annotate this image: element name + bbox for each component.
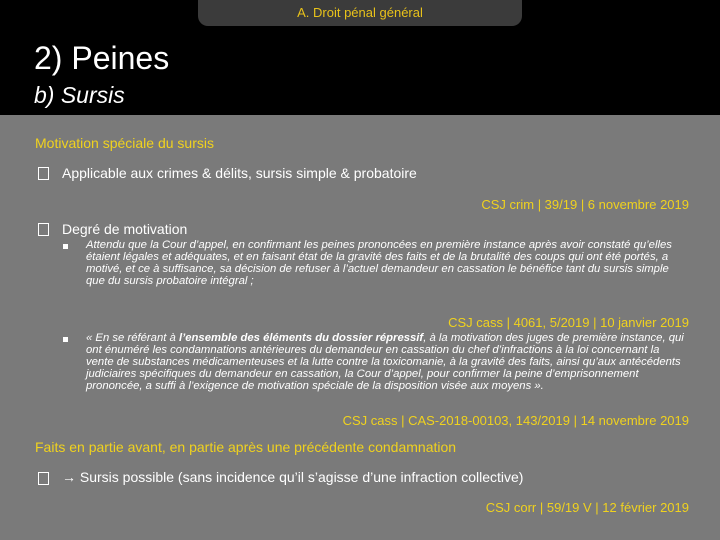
section-heading-faits: Faits en partie avant, en partie après une précédente condamnation xyxy=(35,439,457,455)
reference-crim: CSJ crim | 39/19 | 6 novembre 2019 xyxy=(481,197,689,212)
quote-reference-dossier xyxy=(86,332,684,392)
bullet-degre: Degré de motivation xyxy=(62,221,188,237)
arrow-right-icon: → xyxy=(62,469,76,485)
header-band xyxy=(0,0,720,115)
reference-corr: CSJ corr | 59/19 V | 12 février 2019 xyxy=(485,500,689,515)
page-subtitle: b) Sursis xyxy=(34,82,125,108)
bullet-sursis-text: Sursis possible (sans incidence qu’il s’agisse d’une infraction collective) xyxy=(79,469,524,485)
bullet-box-icon xyxy=(38,223,49,236)
sub-bullet-square-icon xyxy=(63,337,68,342)
bullet-box-icon xyxy=(38,472,49,485)
quote-text-bold: l’ensemble des éléments du dossier répressif xyxy=(178,332,424,344)
quote-attendu: Attendu que la Cour d’appel, en confirmant les peines prononcées en première instance après avoir constaté qu’elles étaient légales et adéquates, et en faisant état de la gravité des faits et de la brutalité des coups qui ont été portés, a motivé, et ce à suffisance, sa décision de refuser à l’actuel demandeur en cassation le bénéfice tant du sursis simple que du sursis probatoire intégral ; xyxy=(86,239,672,287)
quote-text-end: , à la motivation des juges de première instance, qui ont énuméré les condamnations antérieures du demandeur en cassation du chef d’infractions à la loi concernant la vente de substances médicamenteuses et la lutte contre la toxicomanie, à la gravité des faits, ainsi qu’aux antécédents judiciaires spécifiques du demandeur en cassation, la Cour d’appel, pour confirmer la peine d’emprisonnement prononcée, a suffi à l’exigence de motivation spéciale de la disposition visée aux moyens ». xyxy=(86,332,684,392)
bullet-sursis-possible xyxy=(62,469,523,485)
quote-text-start: « En se référant à xyxy=(86,332,179,344)
page-title: 2) Peines xyxy=(34,40,170,76)
section-heading-motivation: Motivation spéciale du sursis xyxy=(35,135,214,151)
reference-cass-2018: CSJ cass | CAS-2018-00103, 143/2019 | 14 novembre 2019 xyxy=(342,413,689,428)
bullet-applicable: Applicable aux crimes & délits, sursis simple & probatoire xyxy=(62,165,417,181)
sub-bullet-square-icon xyxy=(63,244,68,249)
slide-content xyxy=(0,115,720,540)
section-tab: A. Droit pénal général xyxy=(198,0,522,26)
bullet-box-icon xyxy=(38,167,49,180)
reference-cass-4061: CSJ cass | 4061, 5/2019 | 10 janvier 2019 xyxy=(448,315,689,330)
